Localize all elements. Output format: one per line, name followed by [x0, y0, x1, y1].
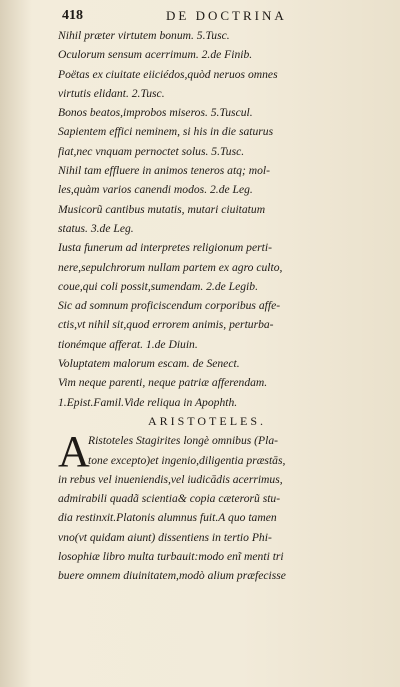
text-line: Sapientem effici neminem, si his in die saturus [58, 125, 274, 139]
text-line: virtutis elidant. 2.Tusc. [58, 86, 165, 100]
text-line: coue,qui coli possit,sumendam. 2.de Legib. [58, 279, 258, 293]
text-line: Sic ad somnum proficiscendum corporibus affe- [58, 299, 281, 313]
text-line: fiat,nec vnquam pernoctet solus. 5.Tusc. [58, 144, 245, 158]
running-head: DE DOCTRINA [166, 8, 287, 23]
text-line: nere,sepulchrorum nullam partem ex agro culto, [58, 260, 283, 274]
text-line: dia restinxit.Platonis alumnus fuit.A quo tamen [58, 511, 277, 525]
page-number: 418 [62, 8, 83, 23]
text-line: Vim neque parenti, neque patriæ afferendam. [58, 376, 268, 390]
body-text [58, 26, 368, 586]
page-header [62, 8, 362, 26]
text-line: buere omnem diuinitatem,modò alium præfecisse [58, 569, 286, 583]
text-line: tone excepto)et ingenio,diligentia præstās, [88, 453, 286, 467]
text-line: status. 3.de Leg. [58, 221, 134, 235]
text-line: Oculorum sensum acerrimum. 2.de Finib. [58, 48, 253, 62]
section-paragraph [58, 427, 368, 585]
text-line: admirabili quadã scientia& copia cæterorũ stu- [58, 492, 281, 506]
text-line: in rebus vel inueniendis,vel iudicādis acerrimus, [58, 472, 283, 486]
text-line: ctis,vt nihil sit,quod errorem animis, perturba- [58, 318, 274, 332]
text-line: Nihil præter virtutem bonum. 5.Tusc. [58, 29, 230, 42]
text-line: Nihil tam effluere in animos teneros atq; mol- [58, 164, 270, 178]
text-line: Poëtas ex ciuitate eiiciédos,quòd neruos omnes [58, 67, 278, 81]
text-line: Voluptatem malorum escam. de Senect. [58, 357, 240, 371]
text-line: Bonos beatos,improbos miseros. 5.Tuscul. [58, 106, 253, 120]
text-line: 1.Epist.Famil.Vide reliqua in Apophth. [58, 395, 238, 409]
text-line: Iusta funerum ad interpretes religionum perti- [58, 241, 272, 255]
text-line: vno(vt quidam aiunt) dissentiens in tertio Phi- [58, 530, 272, 544]
text-line: Musicorũ cantibus mutatis, mutari ciuitatum [58, 202, 266, 216]
text-line: tionémque afferat. 1.de Diuin. [58, 337, 198, 351]
section-heading: ARISTOTELES. [147, 413, 267, 428]
text-line: losophiæ libro multa turbauit:modo enĩ menti tri [58, 550, 284, 564]
drop-cap: A [58, 427, 90, 477]
text-line: Ristoteles Stagirites longè omnibus (Pla- [88, 434, 278, 448]
text-line: les,quàm varios canendi modos. 2.de Leg. [58, 183, 253, 197]
